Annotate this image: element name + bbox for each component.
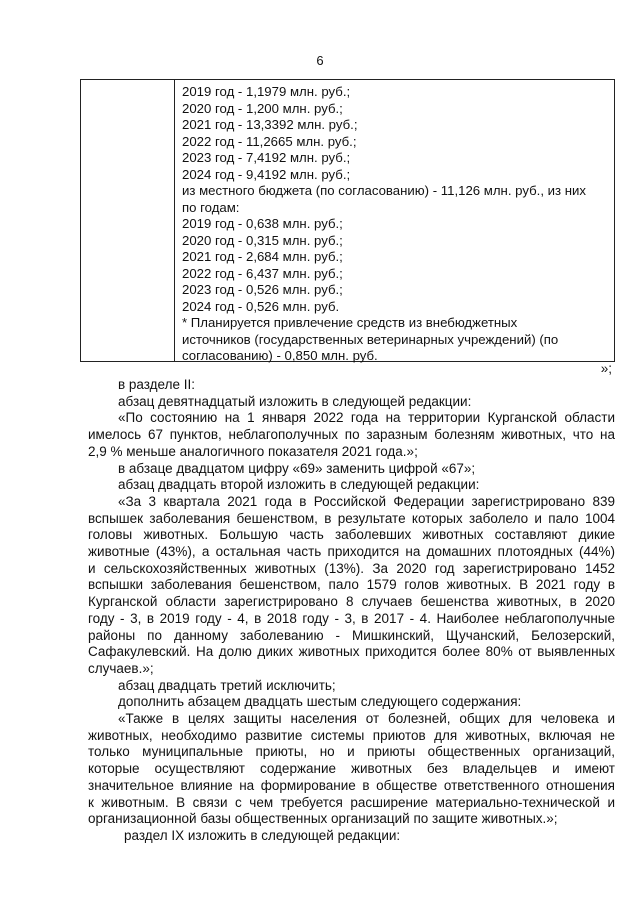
- text-line: головы животных. Большую часть заболевших животных составляют дикие: [88, 527, 615, 543]
- funding-table: [80, 79, 615, 362]
- text-line: животных, необходимо развитие системы приютов для животных, включая не: [88, 727, 615, 743]
- table-line: 2020 год - 0,315 млн. руб.;: [182, 232, 343, 248]
- table-line: 2020 год - 1,200 млн. руб.;: [182, 100, 343, 116]
- text-line: которые осуществляют содержание животных без владельцев и имеют: [88, 761, 615, 777]
- text-line: раздел IX изложить в следующей редакции:: [124, 827, 401, 843]
- text-line: абзац двадцать третий исключить;: [118, 677, 336, 693]
- text-line: и сельскохозяйственных животных (13%). За 2020 год зарегистрировано 1452: [88, 560, 615, 576]
- text-line: районы по данному заболеванию - Мишкинский, Щучанский, Белозерский,: [88, 627, 615, 643]
- text-line: в разделе II:: [118, 377, 196, 392]
- text-line: случаев.»;: [88, 660, 154, 676]
- amendment-text: [88, 377, 615, 845]
- table-line: 2024 год - 0,526 млн. руб.: [182, 298, 340, 314]
- table-line: по годам:: [182, 199, 240, 215]
- table-line: 2021 год - 2,684 млн. руб.;: [182, 249, 343, 264]
- table-line: 2024 год - 9,4192 млн. руб.;: [182, 166, 351, 182]
- table-line: 2023 год - 7,4192 млн. руб.;: [182, 150, 351, 165]
- table-cell-funding: [182, 84, 608, 365]
- table-line: 2021 год - 13,3392 млн. руб.;: [182, 117, 358, 132]
- text-line: только муниципальные приюты, но и приюты общественных организаций,: [88, 744, 615, 760]
- table-line: 2019 год - 1,1979 млн. руб.;: [182, 84, 351, 99]
- text-line: 2,9 % меньше аналогичного показателя 2021 года.»;: [88, 443, 418, 459]
- table-line: из местного бюджета (по согласованию) - 11,126 млн. руб., из них: [182, 183, 586, 198]
- table-line: * Планируется привлечение средств из внебюджетных: [182, 315, 518, 330]
- text-line: «За 3 квартала 2021 года в Российской Федерации зарегистрировано 839: [118, 493, 615, 509]
- table-line: 2022 год - 11,2665 млн. руб.;: [182, 133, 357, 149]
- page-number: 6: [316, 53, 324, 68]
- text-line: дополнить абзацем двадцать шестым следующего содержания:: [118, 694, 522, 710]
- table-column-divider: [174, 80, 175, 361]
- text-line: животные (43%), а остальная часть приходится на домашних плотоядных (44%): [88, 544, 615, 560]
- text-line: имелось 67 пунктов, неблагополучных по заразным болезням животных, что на: [88, 427, 615, 443]
- text-line: «Также в целях защиты населения от болезней, общих для человека и: [118, 711, 615, 727]
- closing-quote: »;: [600, 361, 612, 376]
- text-line: вспышек заболевания бешенством, в результате которых заболело и пало 1004: [88, 510, 615, 526]
- text-line: году - 3, в 2019 году - 4, в 2018 году - 3, в 2017 - 4. Наиболее неблагополучные: [88, 610, 615, 626]
- text-line: организационной базы общественных организаций по защите животных.»;: [88, 811, 558, 827]
- text-line: к животным. В связи с чем требуется расширение материально-технической и: [88, 794, 615, 810]
- table-line: 2019 год - 0,638 млн. руб.;: [182, 216, 343, 231]
- text-line: значительное влияние на формирование в обществе ответственного отношения: [88, 777, 615, 793]
- text-line: в абзаце двадцатом цифру «69» заменить цифрой «67»;: [118, 460, 476, 476]
- text-line: вспышки заболевания бешенством, пало 1579 голов животных. В 2021 году в: [88, 577, 615, 593]
- text-line: Сафакулевский. На долю диких животных приходится более 80% от выявленных: [88, 644, 615, 660]
- table-line: 2022 год - 6,437 млн. руб.;: [182, 265, 343, 281]
- text-line: абзац девятнадцатый изложить в следующей редакции:: [118, 393, 472, 409]
- text-line: абзац двадцать второй изложить в следующей редакции:: [118, 477, 480, 493]
- text-line: «По состоянию на 1 января 2022 года на территории Курганской области: [118, 410, 615, 426]
- table-line: согласованию) - 0,850 млн. руб.: [182, 348, 378, 363]
- text-line: Курганской области зарегистрировано 8 случаев бешенства животных, в 2020: [88, 594, 615, 610]
- table-line: источников (государственных ветеринарных учреждений) (по: [182, 331, 559, 347]
- table-line: 2023 год - 0,526 млн. руб.;: [182, 282, 343, 297]
